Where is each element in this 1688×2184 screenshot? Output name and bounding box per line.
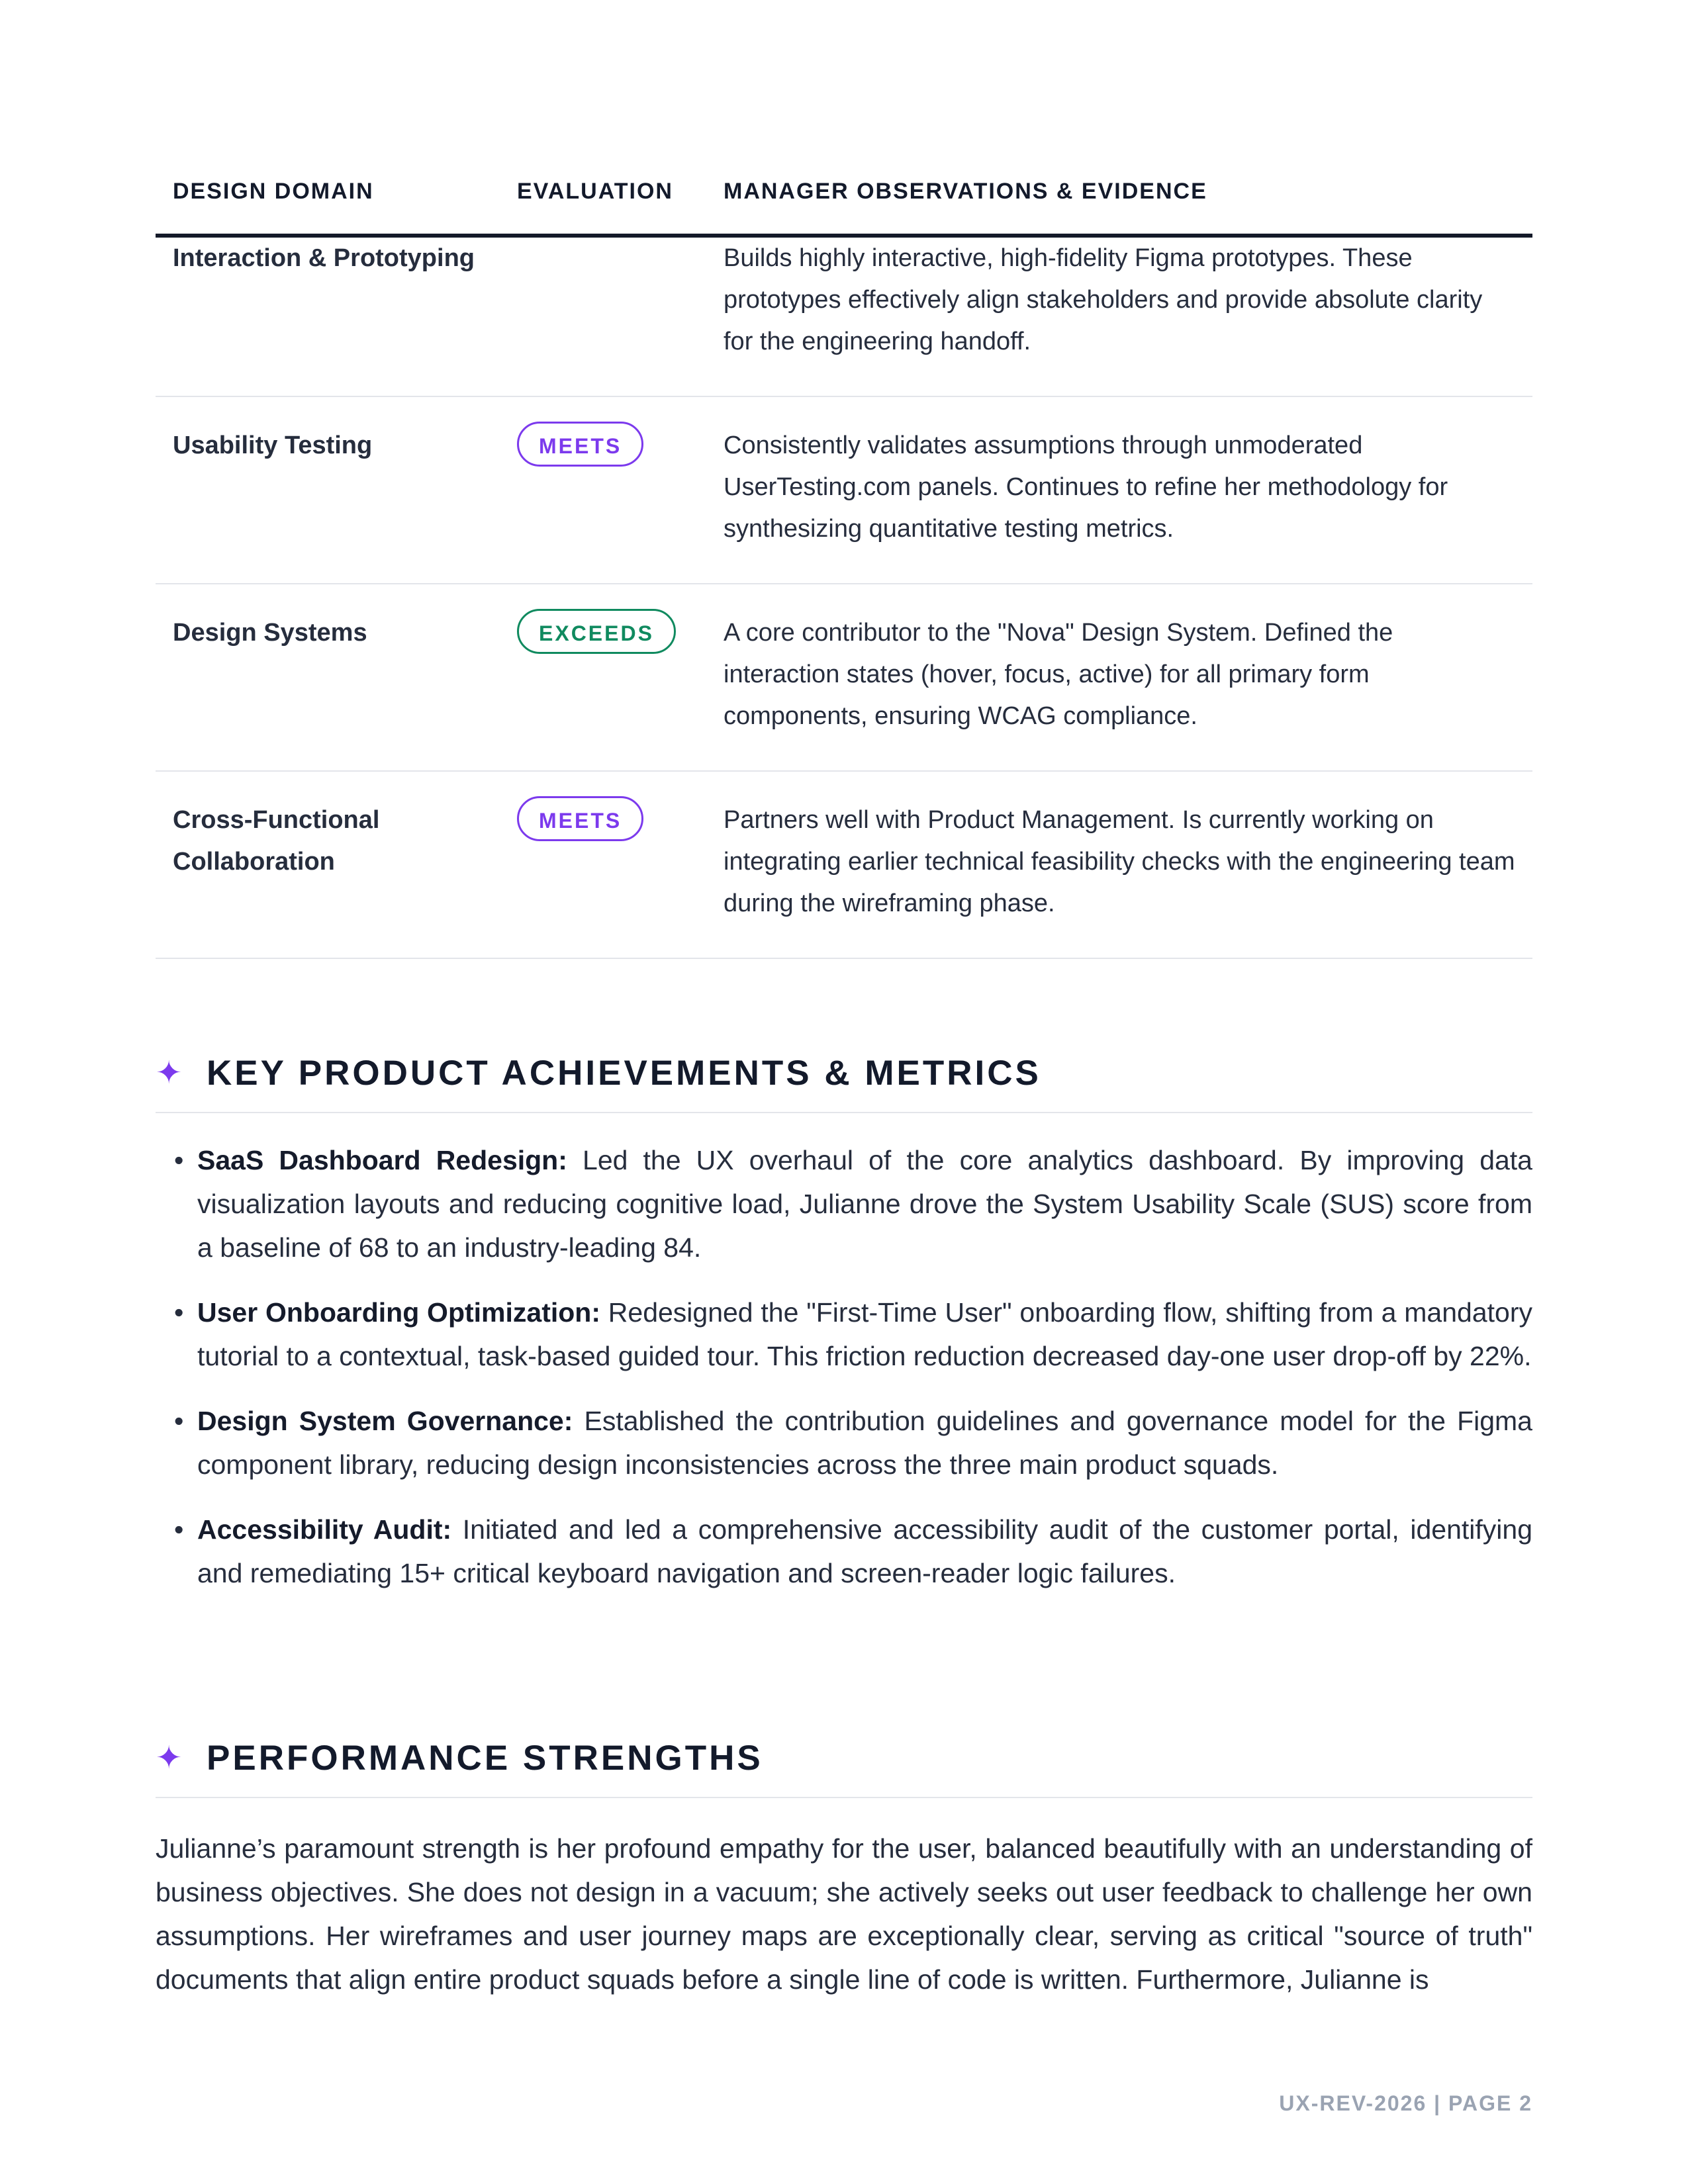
list-item [174,1138,1532,1269]
section-title: PERFORMANCE STRENGTHS [207,1739,763,1778]
status-badge: EXCEEDS [517,609,676,654]
observation-cell: Partners well with Product Management. Is currently working on integrating earlier technical feasibility checks with the engineering team during the wireframing phase. [706,771,1532,958]
domain-cell: Usability Testing [156,396,500,584]
evaluation-table [156,179,1532,959]
strengths-heading [156,1731,1532,1798]
list-item [174,1291,1532,1378]
item-text: Led the UX overhaul of the core analytics dashboard. By improving data visualization layouts and reducing cognitive load, Julianne drove the System Usability Scale (SUS) score from a baseline of 68 to an industry-leading 84. [197,1145,1532,1263]
bullet: • [174,1145,184,1175]
item-lead: Accessibility Audit: [197,1514,452,1545]
achievements-list [174,1138,1532,1616]
item-lead: User Onboarding Optimization: [197,1297,600,1328]
column-header-evaluation: EVALUATION [500,179,706,236]
item-text: Initiated and led a comprehensive accessibility audit of the customer portal, identifying and remediating 15+ critical keyboard navigation and screen-reader logic failures. [197,1514,1532,1588]
domain-cell: Interaction & Prototyping [156,236,500,396]
achievements-heading [156,1046,1532,1113]
evaluation-cell [500,236,706,396]
domain-cell: Cross-Functional Collaboration [156,771,500,958]
domain-cell: Design Systems [156,584,500,771]
evaluation-cell [500,584,706,771]
status-badge: MEETS [517,422,643,467]
table-header-row [156,179,1532,236]
sparkle-icon: ✦ [156,1741,183,1776]
item-text: Established the contribution guidelines and governance model for the Figma component library, reducing design inconsistencies across the three main product squads. [197,1406,1532,1480]
column-header-domain: DESIGN DOMAIN [156,179,500,236]
list-item [174,1399,1532,1486]
table-row [156,584,1532,771]
bullet: • [174,1514,184,1545]
list-item [174,1508,1532,1595]
table-row [156,236,1532,396]
item-text: Redesigned the "First-Time User" onboarding flow, shifting from a mandatory tutorial to a contextual, task-based guided tour. This friction reduction decreased day-one user drop-off by 22%. [197,1297,1532,1371]
strengths-paragraph: Julianne’s paramount strength is her profound empathy for the user, balanced beautifully with an understanding of business objectives. She does not design in a vacuum; she actively seeks out user feedback to challenge her own assumptions. Her wireframes and user journey maps are exceptionally clear, serving as critical "source of truth" documents that align entire product squads before a single line of code is written. Furthermore, Julianne is [156,1833,1532,1995]
bullet: • [174,1297,184,1328]
page-footer: UX-REV-2026 | PAGE 2 [1279,2091,1532,2115]
bullet: • [174,1406,184,1436]
evaluation-cell [500,396,706,584]
evaluation-cell [500,771,706,958]
observation-cell: A core contributor to the "Nova" Design System. Defined the interaction states (hover, focus, active) for all primary form components, ensuring WCAG compliance. [706,584,1532,771]
item-lead: SaaS Dashboard Redesign: [197,1145,567,1175]
table-row [156,771,1532,958]
column-header-observations: MANAGER OBSERVATIONS & EVIDENCE [706,179,1532,236]
observation-cell: Builds highly interactive, high-fidelity Figma prototypes. These prototypes effectively align stakeholders and provide absolute clarity for the engineering handoff. [706,236,1532,396]
item-lead: Design System Governance: [197,1406,573,1436]
table-row [156,396,1532,584]
section-title: KEY PRODUCT ACHIEVEMENTS & METRICS [207,1054,1041,1093]
status-badge: MEETS [517,796,643,841]
sparkle-icon: ✦ [156,1056,183,1091]
observation-cell: Consistently validates assumptions through unmoderated UserTesting.com panels. Continues to refine her methodology for synthesizing quantitative testing metrics. [706,396,1532,584]
